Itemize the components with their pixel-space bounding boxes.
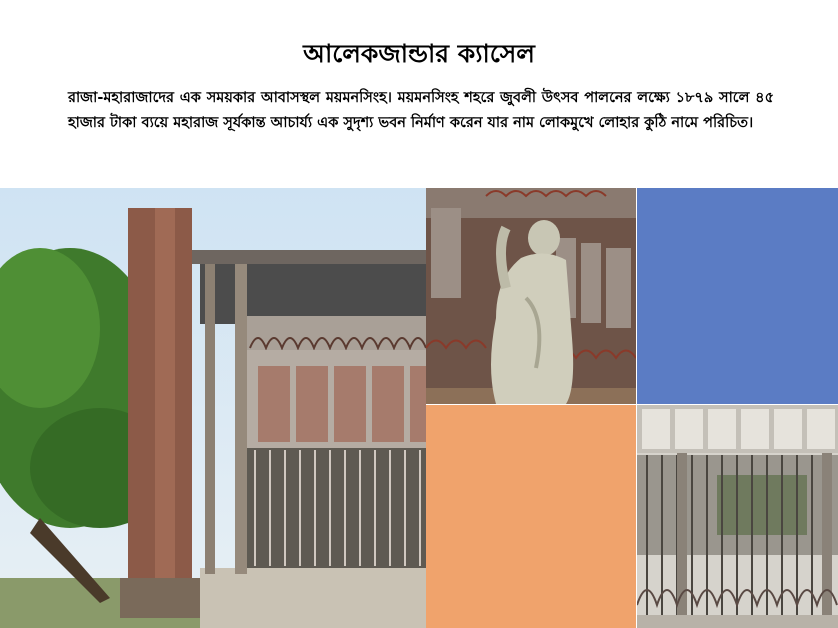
slide-title: আলেকজান্ডার ক্যাসেল (303, 39, 535, 68)
statue-photo (426, 188, 636, 404)
blue-color-block (637, 188, 838, 404)
orange-color-block (426, 405, 636, 628)
iron-grille-photo (637, 405, 838, 628)
slide-body-text: রাজা-মহারাজাদের এক সময়কার আবাসস্থল ময়মনসিংহ। ময়মনসিংহ শহরে জুবলী উৎসব পালনের লক্ষ্যে ১৮৭৯ সালে ৪৫ হাজার টাকা ব্যয়ে মহারাজ সূর্যকান্ত আচার্য্য এক সুদৃশ্য ভবন নির্মাণ করেন যার নাম লোকমুখে লোহার কুঠি নামে পরিচিত। (68, 90, 774, 131)
castle-main-photo (0, 188, 426, 628)
